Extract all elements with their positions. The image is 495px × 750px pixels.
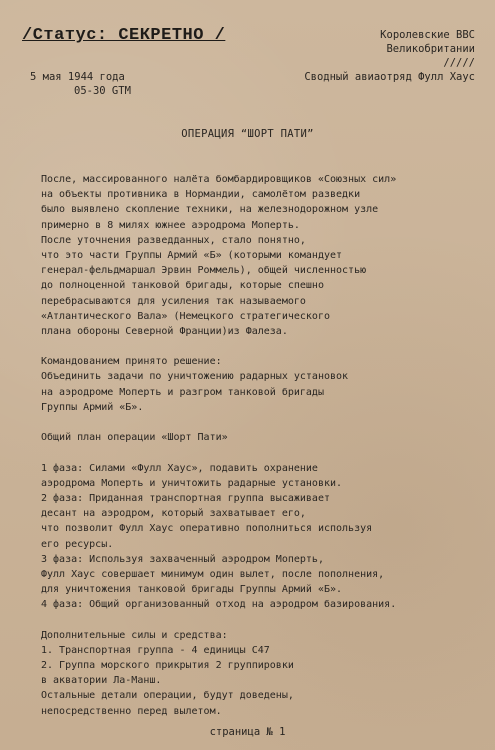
- paragraph-gap: [41, 445, 481, 460]
- text-line: его ресурсы.: [41, 538, 114, 550]
- text-line: перебрасываются для усиления так называемого: [41, 295, 306, 307]
- text-line: было выявлено скопление техники, на железнодорожном узле: [41, 204, 379, 216]
- text-line: что это части Группы Армий «Б» (которыми командует: [41, 249, 343, 261]
- organization-block: [245, 28, 475, 84]
- document-time: 05-30 GTM: [74, 85, 131, 97]
- text-line: десант на аэродром, который захватывает его,: [41, 508, 306, 520]
- document-body: [41, 172, 481, 719]
- text-line: аэродрома Моперть и уничтожить радарные установки.: [41, 477, 343, 489]
- text-line: генерал-фельдмаршал Эрвин Роммель), общей численностью: [41, 265, 367, 277]
- text-line: плана обороны Северной Франции)из Фалеза.: [41, 325, 288, 337]
- text-line: что позволит Фулл Хаус оперативно пополниться используя: [41, 523, 373, 535]
- text-line: для уничтожения танковой бригады Группы Армий «Б».: [41, 584, 343, 596]
- text-line: на аэродроме Моперть и разгром танковой бригады: [41, 386, 324, 398]
- text-line: Остальные детали операции, будут доведены,: [41, 690, 294, 702]
- text-line: После, массированного налёта бомбардировщиков «Союзных сил»: [41, 174, 397, 185]
- text-line: Фулл Хаус совершает минимум один вылет, после пополнения,: [41, 568, 385, 580]
- text-line: Дополнительные силы и средства:: [41, 629, 228, 641]
- text-line: 1. Транспортная группа - 4 единицы С47: [41, 644, 270, 656]
- document-date: 5 мая 1944 года: [30, 71, 125, 83]
- text-line: Объединить задачи по уничтожению радарных установок: [41, 371, 349, 383]
- text-line: «Атлантического Вала» (Немецкого стратегического: [41, 310, 330, 322]
- text-line: 4 фаза: Общий организованный отход на аэродром базирования.: [41, 599, 397, 611]
- text-line: примерно в 8 милях южнее аэродрома Моперть.: [41, 219, 300, 231]
- paragraph-gap: [41, 415, 481, 430]
- text-line: в акватории Ла-Манш.: [41, 675, 162, 687]
- text-line: до полноценной танковой бригады, которые спешно: [41, 280, 324, 292]
- text-line: После уточнения разведданных, стало понятно,: [41, 234, 306, 246]
- operation-title: ОПЕРАЦИЯ “ШОРТ ПАТИ”: [181, 128, 314, 140]
- paragraph-gap: [41, 612, 481, 627]
- text-line: на объекты противника в Нормандии, самолётом разведки: [41, 189, 361, 201]
- status-text: /Статус: СЕКРЕТНО /: [22, 26, 226, 45]
- org-line: Сводный авиаотряд Фулл Хаус: [304, 71, 475, 83]
- org-line: Королевские ВВС: [380, 29, 475, 41]
- text-line: 2 фаза: Приданная транспортная группа высаживает: [41, 492, 330, 504]
- page-number: страница № 1: [209, 726, 286, 738]
- text-line: непосредственно перед вылетом.: [41, 705, 222, 717]
- text-line: Группы Армий «Б».: [41, 401, 144, 413]
- status-header: [22, 26, 225, 45]
- paragraph-gap: [41, 339, 481, 354]
- text-line: 2. Группа морского прикрытия 2 группировки: [41, 660, 294, 671]
- text-line: Общий план операции «Шорт Пати»: [41, 432, 228, 444]
- text-line: 1 фаза: Силами «Фулл Хаус», подавить охранение: [41, 462, 318, 474]
- text-line: Командованием принято решение:: [41, 356, 222, 368]
- date-block: [30, 70, 131, 98]
- text-line: 3 фаза: Используя захваченный аэродром Моперть,: [41, 553, 324, 565]
- org-line: /////: [443, 57, 475, 69]
- org-line: Великобритании: [386, 43, 475, 55]
